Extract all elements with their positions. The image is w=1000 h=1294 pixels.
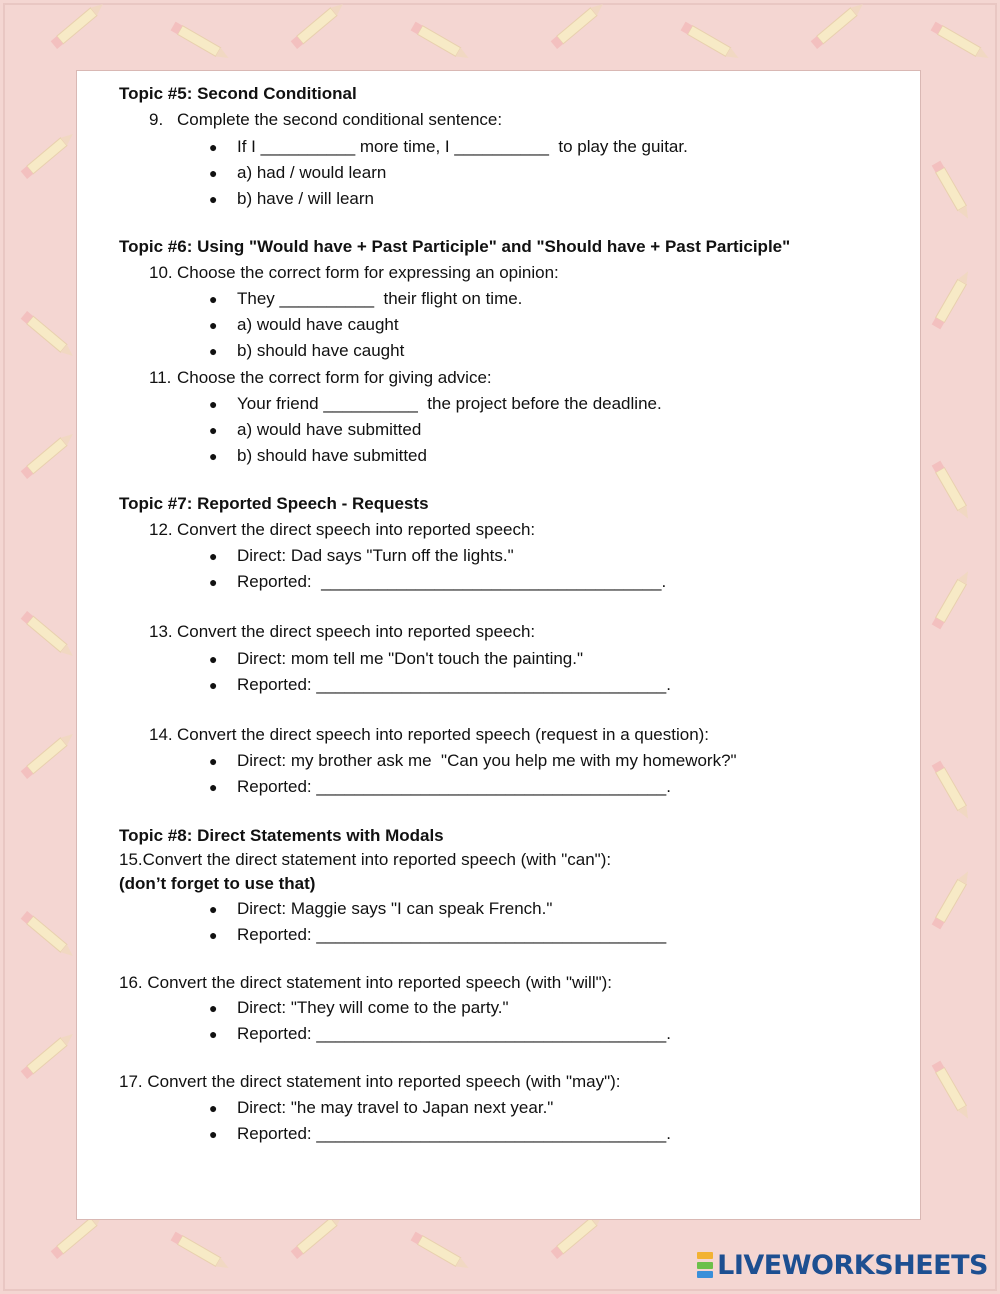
question-number: 11. [149, 368, 172, 387]
item-text: If I __________ more time, I __________ to play the guitar. [237, 137, 688, 156]
bullet-icon: ● [209, 343, 218, 359]
question-number: 14. [149, 725, 173, 744]
bullet-icon: ● [209, 779, 218, 795]
question-text: Choose the correct form for giving advice: [177, 368, 492, 387]
bullet-icon: ● [209, 139, 218, 155]
logo-mark-icon [697, 1252, 713, 1278]
list-item [209, 1097, 553, 1119]
item-text: Direct: mom tell me "Don't touch the painting." [237, 649, 584, 668]
list-item [209, 136, 688, 158]
bullet-icon: ● [209, 901, 218, 917]
question-11 [149, 367, 492, 389]
bullet-icon: ● [209, 651, 218, 667]
bullet-icon: ● [209, 165, 218, 181]
bullet-icon: ● [209, 191, 218, 207]
question-10 [149, 262, 559, 284]
topic-6-heading: Topic #6: Using "Would have + Past Participle" and "Should have + Past Participle" [119, 237, 791, 256]
item-text: Reported: _____________________________________ [237, 925, 667, 944]
bullet-icon: ● [209, 927, 218, 943]
list-item [209, 750, 737, 772]
bullet-icon: ● [209, 291, 218, 307]
question-9 [149, 109, 502, 131]
question-13 [149, 621, 535, 643]
item-text: Your friend __________ the project before the deadline. [237, 394, 662, 413]
bullet-icon: ● [209, 448, 218, 464]
item-text: Direct: my brother ask me "Can you help me with my homework?" [237, 751, 737, 770]
question-text: Convert the direct speech into reported speech: [177, 520, 536, 539]
item-text: a) had / would learn [237, 163, 387, 182]
item-text: Direct: Maggie says "I can speak French." [237, 899, 553, 918]
item-text: b) have / will learn [237, 189, 375, 208]
question-number: 10. [149, 263, 173, 282]
question-15-note: (don’t forget to use that) [119, 874, 316, 893]
bullet-icon: ● [209, 1100, 218, 1116]
item-text: a) would have caught [237, 315, 399, 334]
logo-block-3 [697, 1271, 713, 1278]
bullet-icon: ● [209, 1126, 218, 1142]
question-14 [149, 724, 709, 746]
question-17: 17. Convert the direct statement into reported speech (with "may"): [119, 1072, 621, 1091]
question-12 [149, 519, 535, 541]
bullet-icon: ● [209, 677, 218, 693]
answer-field[interactable] [209, 776, 671, 798]
bullet-icon: ● [209, 574, 218, 590]
bullet-icon: ● [209, 1000, 218, 1016]
question-15: 15.Convert the direct statement into reported speech (with "can"): [119, 850, 612, 869]
list-item [209, 188, 374, 210]
list-item [209, 997, 509, 1019]
item-text: Reported: ____________________________________. [237, 572, 667, 591]
bullet-icon: ● [209, 548, 218, 564]
topic-7-heading: Topic #7: Reported Speech - Requests [119, 494, 429, 513]
question-16: 16. Convert the direct statement into reported speech (with "will"): [119, 973, 613, 992]
logo-block-2 [697, 1262, 713, 1269]
logo-block-1 [697, 1252, 713, 1259]
item-text: Reported: _____________________________________. [237, 777, 671, 796]
list-item [209, 340, 404, 362]
list-item [209, 898, 552, 920]
item-text: b) should have caught [237, 341, 405, 360]
bullet-icon: ● [209, 317, 218, 333]
list-item [209, 648, 583, 670]
bullet-icon: ● [209, 396, 218, 412]
answer-field[interactable] [209, 924, 666, 946]
list-item [209, 445, 427, 467]
list-item [209, 314, 399, 336]
list-item [209, 393, 662, 415]
item-text: b) should have submitted [237, 446, 427, 465]
question-number: 9. [149, 110, 164, 129]
liveworksheets-logo[interactable] [697, 1250, 988, 1280]
question-text: Complete the second conditional sentence: [177, 110, 503, 129]
item-text: Direct: "They will come to the party." [237, 998, 509, 1017]
question-text: Convert the direct speech into reported speech (request in a question): [177, 725, 710, 744]
item-text: Direct: Dad says "Turn off the lights." [237, 546, 514, 565]
item-text: Reported: _____________________________________. [237, 1024, 671, 1043]
answer-field[interactable] [209, 571, 666, 593]
item-text: Reported: _____________________________________. [237, 675, 671, 694]
list-item [209, 288, 522, 310]
bullet-icon: ● [209, 422, 218, 438]
list-item [209, 545, 514, 567]
question-text: Choose the correct form for expressing an opinion: [177, 263, 559, 282]
item-text: Direct: "he may travel to Japan next year." [237, 1098, 554, 1117]
list-item [209, 419, 421, 441]
answer-field[interactable] [209, 1023, 671, 1045]
item-text: Reported: _____________________________________. [237, 1124, 671, 1143]
bullet-icon: ● [209, 1026, 218, 1042]
topic-5-heading: Topic #5: Second Conditional [119, 84, 357, 103]
question-text: Convert the direct speech into reported speech: [177, 622, 536, 641]
question-number: 13. [149, 622, 173, 641]
topic-8-heading: Topic #8: Direct Statements with Modals [119, 826, 444, 845]
list-item [209, 162, 386, 184]
answer-field[interactable] [209, 1123, 671, 1145]
logo-text: LIVEWORKSHEETS [717, 1249, 988, 1281]
answer-field[interactable] [209, 674, 671, 696]
item-text: a) would have submitted [237, 420, 422, 439]
worksheet-page [76, 70, 921, 1220]
question-number: 12. [149, 520, 173, 539]
bullet-icon: ● [209, 753, 218, 769]
item-text: They __________ their flight on time. [237, 289, 523, 308]
